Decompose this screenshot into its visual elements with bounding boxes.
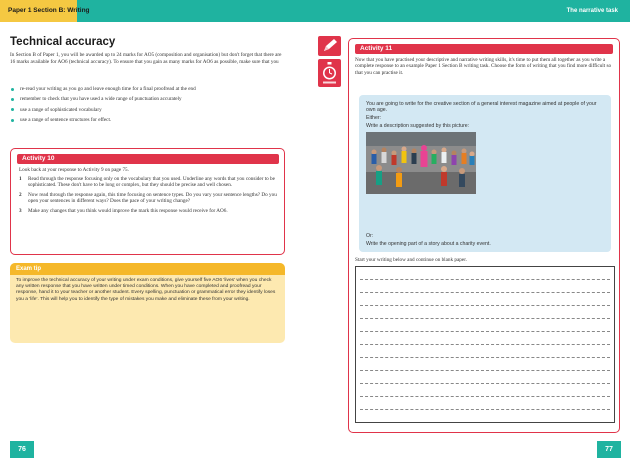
- activity-11-box: [348, 38, 620, 433]
- activity-10-box: [10, 148, 285, 255]
- or-label: Or:: [366, 233, 374, 239]
- pencil-icon: [318, 36, 341, 56]
- exam-tip-title: Exam tip: [10, 263, 285, 275]
- exam-tip-text: To improve the technical accuracy of your writing under exam conditions, give yourself five AO6 'lives' when you check any written response that you have written under timed conditions. When you have completed and proofread your response, hand it to your teacher or another student. Every spelling, punctuation or grammatical error they identify loses you a 'life'. This will help you to identify the type of mistakes you make and eliminate these from your writing.: [16, 278, 276, 302]
- list-item: use a range of sophisticated vocabulary: [10, 107, 285, 113]
- tips-list: [10, 86, 285, 128]
- stopwatch-icon: [318, 59, 341, 87]
- list-item: use a range of sentence structures for effect.: [10, 117, 285, 123]
- option-2: Write the opening part of a story about a charity event.: [366, 241, 491, 247]
- writing-line: [360, 279, 610, 280]
- section-label: Paper 1 Section B: Writing: [0, 0, 77, 22]
- page-header: [0, 0, 630, 22]
- activity-steps: [19, 176, 279, 217]
- intro-paragraph: In Section B of Paper 1, you will be awarded up to 24 marks for AO5 (composition and organisation) but don't forget that there are 16 marks available for AO6 (technical accuracy). To ensure that you gain as many marks for AO6 as possible, make sure that you: [10, 52, 282, 65]
- writing-line: [360, 331, 610, 332]
- writing-line: [360, 344, 610, 345]
- marathon-photo: [366, 132, 476, 194]
- list-item: 3 Make any changes that you think would improve the mark this response would receive for AO6.: [19, 207, 228, 214]
- writing-line: [360, 305, 610, 306]
- bullet-icon: [11, 88, 14, 91]
- task-box: [359, 95, 611, 252]
- bullet-icon: [11, 119, 14, 122]
- either-label: Either:: [366, 115, 381, 121]
- list-item: 2 Now read through the response again, this time focusing on sentence types. Do you vary your sentence lengths? Do you open your sentences in different ways? Does the pace of your writing change?: [19, 191, 277, 205]
- page-number-left: 76: [10, 441, 34, 458]
- bullet-icon: [11, 98, 14, 101]
- writing-line: [360, 396, 610, 397]
- bullet-icon: [11, 108, 14, 111]
- page-title: Technical accuracy: [10, 36, 116, 48]
- activity-title: Activity 11: [355, 44, 613, 54]
- writing-line: [360, 370, 610, 371]
- task-intro: You are going to write for the creative section of a general interest magazine aimed at people of your own age.: [366, 101, 597, 114]
- writing-line: [360, 409, 610, 410]
- list-item: remember to check that you have used a wide range of punctuation accurately: [10, 96, 285, 102]
- writing-line: [360, 383, 610, 384]
- option-1: Write a description suggested by this picture:: [366, 123, 470, 129]
- activity-title: Activity 10: [17, 154, 279, 164]
- list-item: re-read your writing as you go and leave enough time for a final proofread at the end: [10, 86, 285, 92]
- list-item: 1 Read through the response focusing only on the vocabulary that you used. Underline any words that you consider to be sophisticated. These don't have to be long or complex, but they should be precise and well chosen.: [19, 176, 275, 189]
- exam-tip-box: [10, 263, 285, 343]
- writing-line: [360, 292, 610, 293]
- activity-lead: Now that you have practised your descriptive and narrative writing skills, it's time to put them all together as you write a complete response to an example Paper 1 Section B writing task. Choose the form of writing that you find more difficult so that you can practise it.: [355, 57, 612, 76]
- chapter-label: The narrative task: [566, 8, 618, 14]
- activity-lead: Look back at your response to Activity 9 on page 75.: [19, 167, 129, 173]
- writing-line: [360, 357, 610, 358]
- writing-area[interactable]: [355, 266, 615, 423]
- writing-line: [360, 318, 610, 319]
- start-prompt: Start your writing below and continue on blank paper.: [355, 257, 467, 263]
- page-number-right: 77: [597, 441, 621, 458]
